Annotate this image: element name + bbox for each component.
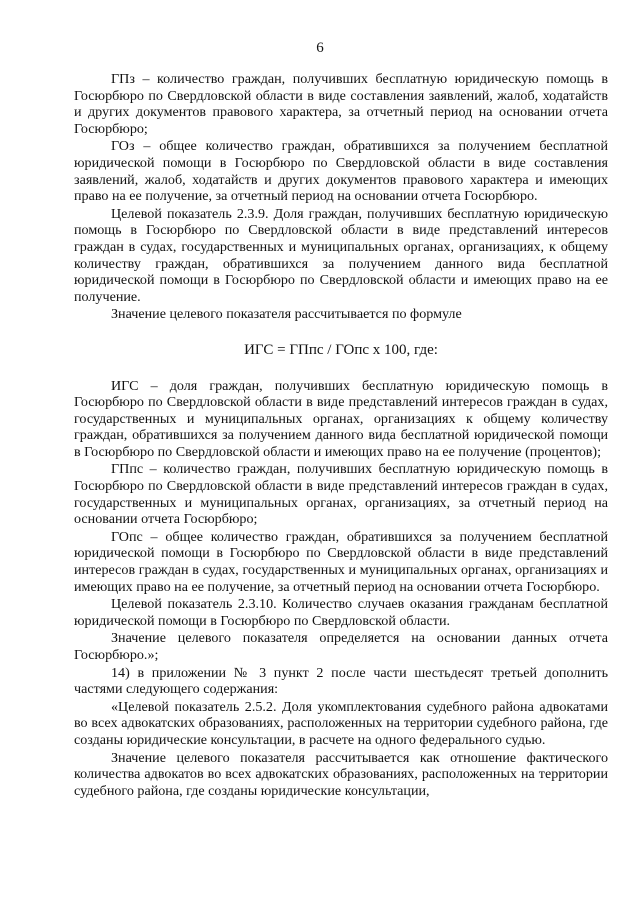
formula: ИГС = ГПпс / ГОпс x 100, где: [244, 341, 438, 358]
paragraph-gpz-definition: ГПз – количество граждан, получивших бесплатную юридическую помощь в Госюрбюро по Свердловской области в виде составления заявлений, жалоб, ходатайств и других документов правового характера, за отчетный период на основании отчета Госюрбюро; [74, 71, 608, 137]
paragraph-gops-definition: ГОпс – общее количество граждан, обратившихся за получением бесплатной юридической помощи в Госюрбюро по Свердловской области в виде представлений интересов граждан в судах, государственных и муниципальных органах, организациях и имеющих право на ее получение, за отчетный период на основании отчета Госюрбюро. [74, 528, 608, 595]
paragraph-indicator-2-3-10: Целевой показатель 2.3.10. Количество случаев оказания гражданам бесплатной юридической помощи в Госюрбюро по Свердловской области. [74, 596, 608, 629]
paragraph-indicator-2-3-9: Целевой показатель 2.3.9. Доля граждан, получивших бесплатную юридическую помощь в Госюрбюро по Свердловской области в виде представлений интересов граждан в судах, государственных и муниципальных органах, организациях, к общему количеству граждан, обратившихся за получением данного вида бесплатной юридической помощи в Госюрбюро по Свердловской области и имеющих право на ее получение. [74, 205, 608, 305]
paragraph-indicator-value-source: Значение целевого показателя определяется на основании данных отчета Госюрбюро.»; [74, 630, 608, 663]
paragraph-indicator-2-5-2: «Целевой показатель 2.5.2. Доля укомплектования судебного района адвокатами во всех адвокатских образованиях, расположенных на территории судебного района, где созданы юридические консультации, в расчете на одного федерального судью. [74, 698, 608, 748]
page-number: 6 [316, 40, 324, 56]
paragraph-goz-definition: ГОз – общее количество граждан, обратившихся за получением бесплатной юридической помощи в Госюрбюро по Свердловской области в виде составления заявлений, жалоб, ходатайств и других документов правового характера и имеющих право на ее получение, за отчетный период на основании отчета Госюрбюро. [74, 138, 608, 205]
paragraph-gpps-definition: ГПпс – количество граждан, получивших бесплатную юридическую помощь в Госюрбюро по Свердловской области в виде представлений интересов граждан в судах, государственных и муниципальных органах, организациях, за отчетный период на основании отчета Госюрбюро; [74, 461, 608, 528]
paragraph-calculation-method: Значение целевого показателя рассчитывается как отношение фактического количества адвокатов во всех адвокатских образованиях, расположенных на территории судебного района, где созданы юридические консультации, [74, 749, 608, 799]
paragraph-igs-definition: ИГС – доля граждан, получивших бесплатную юридическую помощь в Госюрбюро по Свердловской области в виде представлений интересов граждан в судах, государственных и муниципальных органах, организациях к общему количеству граждан, обратившихся за получением данного вида бесплатной юридической помощи в Госюрбюро по Свердловской области и имеющих право на ее получение (процентов); [74, 377, 608, 460]
paragraph-formula-intro: Значение целевого показателя рассчитывается по формуле [111, 306, 462, 323]
document-body [74, 71, 608, 800]
paragraph-item-14: 14) в приложении № 3 пункт 2 после части шестьдесят третьей дополнить частями следующего содержания: [74, 664, 608, 698]
